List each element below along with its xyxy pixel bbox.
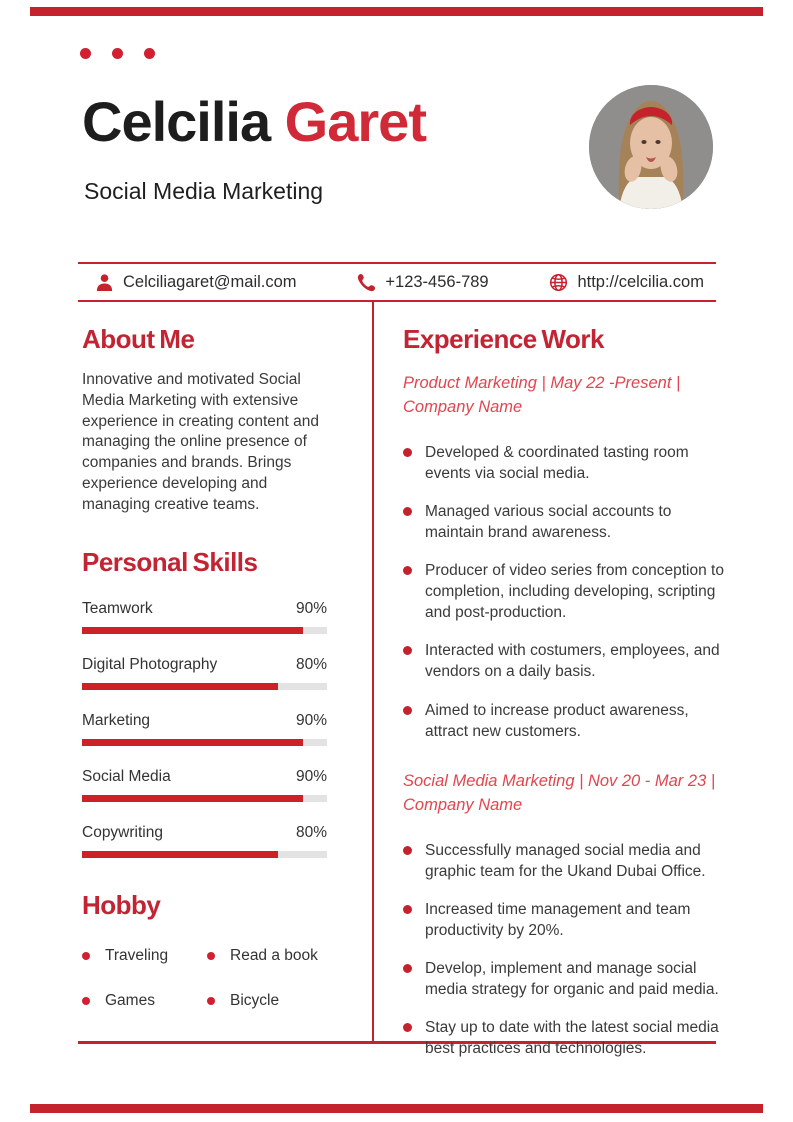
last-name: Garet bbox=[284, 90, 426, 153]
email-text: Celciliagaret@mail.com bbox=[123, 272, 297, 291]
skill-bar-fill bbox=[82, 795, 303, 802]
right-column bbox=[374, 302, 725, 1058]
bullet-text: Successfully managed social media and graphic team for the Ukand Dubai Office. bbox=[425, 841, 706, 880]
bullet-text: Aimed to increase product awareness, attract new customers. bbox=[425, 701, 689, 740]
hobby-item bbox=[82, 992, 207, 1010]
skill-bar-fill bbox=[82, 851, 278, 858]
bullet-dot bbox=[403, 566, 412, 575]
first-name: Celcilia bbox=[82, 90, 271, 153]
skill-item bbox=[82, 600, 327, 634]
skill-bar-fill bbox=[82, 683, 278, 690]
portrait-illustration bbox=[589, 85, 713, 209]
skill-label: Digital Photography bbox=[82, 656, 218, 674]
bottom-accent-bar bbox=[30, 1104, 763, 1113]
skill-item bbox=[82, 712, 327, 746]
bullet-item bbox=[403, 700, 725, 742]
skill-bar-track bbox=[82, 627, 327, 634]
skill-item bbox=[82, 656, 327, 690]
bullet-dot bbox=[403, 964, 412, 973]
bullet-text: Managed various social accounts to maintain brand awareness. bbox=[425, 503, 672, 542]
content-columns bbox=[78, 302, 724, 1058]
skill-label: Marketing bbox=[82, 712, 151, 730]
about-me-title: About Me bbox=[82, 324, 195, 354]
bullet-text: Interacted with costumers, employees, and vendors on a daily basis. bbox=[425, 642, 720, 681]
skill-bar-track bbox=[82, 795, 327, 802]
skill-bar-track bbox=[82, 739, 327, 746]
contact-website bbox=[549, 273, 704, 292]
globe-icon bbox=[549, 273, 568, 292]
skill-bar-fill bbox=[82, 739, 303, 746]
bullet-text: Develop, implement and manage social media strategy for organic and paid media. bbox=[425, 959, 719, 998]
red-dot bbox=[144, 48, 155, 59]
bullet-dot bbox=[403, 507, 412, 516]
phone-text: +123-456-789 bbox=[385, 272, 489, 291]
decorative-dots bbox=[80, 48, 155, 59]
hobby-label: Games bbox=[105, 992, 155, 1010]
bullet-dot bbox=[82, 952, 90, 960]
bullet-dot bbox=[207, 997, 215, 1005]
bullet-item bbox=[403, 958, 725, 1000]
hobby-item bbox=[207, 947, 342, 965]
job-1-bullets bbox=[403, 442, 725, 742]
bullet-dot bbox=[403, 846, 412, 855]
about-me-text: Innovative and motivated Social Media Marketing with extensive experience in creating content and managing the online presence of companies and brands. Brings experience developing and managing creative teams. bbox=[82, 371, 319, 513]
bullet-item bbox=[403, 501, 725, 543]
bullet-text: Increased time management and team productivity by 20%. bbox=[425, 900, 691, 939]
website-text: http://celcilia.com bbox=[577, 272, 704, 291]
hobby-grid bbox=[82, 947, 342, 1010]
skill-label: Social Media bbox=[82, 768, 171, 786]
contact-bar bbox=[78, 262, 716, 302]
skill-item bbox=[82, 824, 327, 858]
phone-icon bbox=[357, 273, 376, 292]
profile-photo bbox=[589, 85, 713, 209]
job-2-bullets bbox=[403, 840, 725, 1060]
bullet-dot bbox=[403, 448, 412, 457]
hobby-label: Read a book bbox=[230, 947, 318, 965]
bullet-item bbox=[403, 640, 725, 682]
bullet-text: Producer of video series from conception to completion, including developing, scripting and post-production. bbox=[425, 562, 724, 622]
red-dot bbox=[80, 48, 91, 59]
bullet-text: Stay up to date with the latest social media best practices and technologies. bbox=[425, 1019, 719, 1058]
skill-percent: 90% bbox=[295, 712, 327, 730]
hobby-item bbox=[207, 992, 342, 1010]
bullet-item bbox=[403, 1017, 725, 1059]
person-name bbox=[82, 90, 426, 154]
bullet-dot bbox=[403, 905, 412, 914]
top-accent-bar bbox=[30, 7, 763, 16]
bullet-item bbox=[403, 560, 725, 623]
bullet-dot bbox=[403, 646, 412, 655]
contact-phone bbox=[357, 273, 488, 292]
hobby-item bbox=[82, 947, 207, 965]
bullet-text: Developed & coordinated tasting room events via social media. bbox=[425, 443, 689, 482]
bullet-item bbox=[403, 442, 725, 484]
skill-label: Teamwork bbox=[82, 600, 153, 618]
hobby-title: Hobby bbox=[82, 890, 161, 921]
skill-bar-track bbox=[82, 851, 327, 858]
bullet-dot bbox=[403, 706, 412, 715]
job-header-2: Social Media Marketing | Nov 20 - Mar 23 | Company Name bbox=[403, 771, 716, 814]
skill-percent: 80% bbox=[295, 824, 327, 842]
bullet-item bbox=[403, 899, 725, 941]
bullet-dot bbox=[207, 952, 215, 960]
contact-email bbox=[95, 273, 297, 292]
skill-percent: 90% bbox=[295, 768, 327, 786]
job-subtitle: Social Media Marketing bbox=[84, 178, 324, 204]
bullet-dot bbox=[403, 1023, 412, 1032]
skill-bar-fill bbox=[82, 627, 303, 634]
personal-skills-title: Personal Skills bbox=[82, 547, 258, 578]
job-header-1: Product Marketing | May 22 -Present | Company Name bbox=[403, 374, 681, 416]
skill-percent: 90% bbox=[295, 600, 327, 618]
person-icon bbox=[95, 273, 114, 292]
skill-percent: 80% bbox=[295, 656, 327, 674]
bullet-item bbox=[403, 840, 725, 882]
skill-item bbox=[82, 768, 327, 802]
left-column bbox=[78, 302, 374, 1041]
hobby-label: Traveling bbox=[105, 947, 169, 965]
red-dot bbox=[112, 48, 123, 59]
experience-work-title: Experience Work bbox=[403, 324, 605, 354]
hobby-label: Bicycle bbox=[230, 992, 280, 1010]
skill-bar-track bbox=[82, 683, 327, 690]
bullet-dot bbox=[82, 997, 90, 1005]
skill-label: Copywriting bbox=[82, 824, 163, 842]
